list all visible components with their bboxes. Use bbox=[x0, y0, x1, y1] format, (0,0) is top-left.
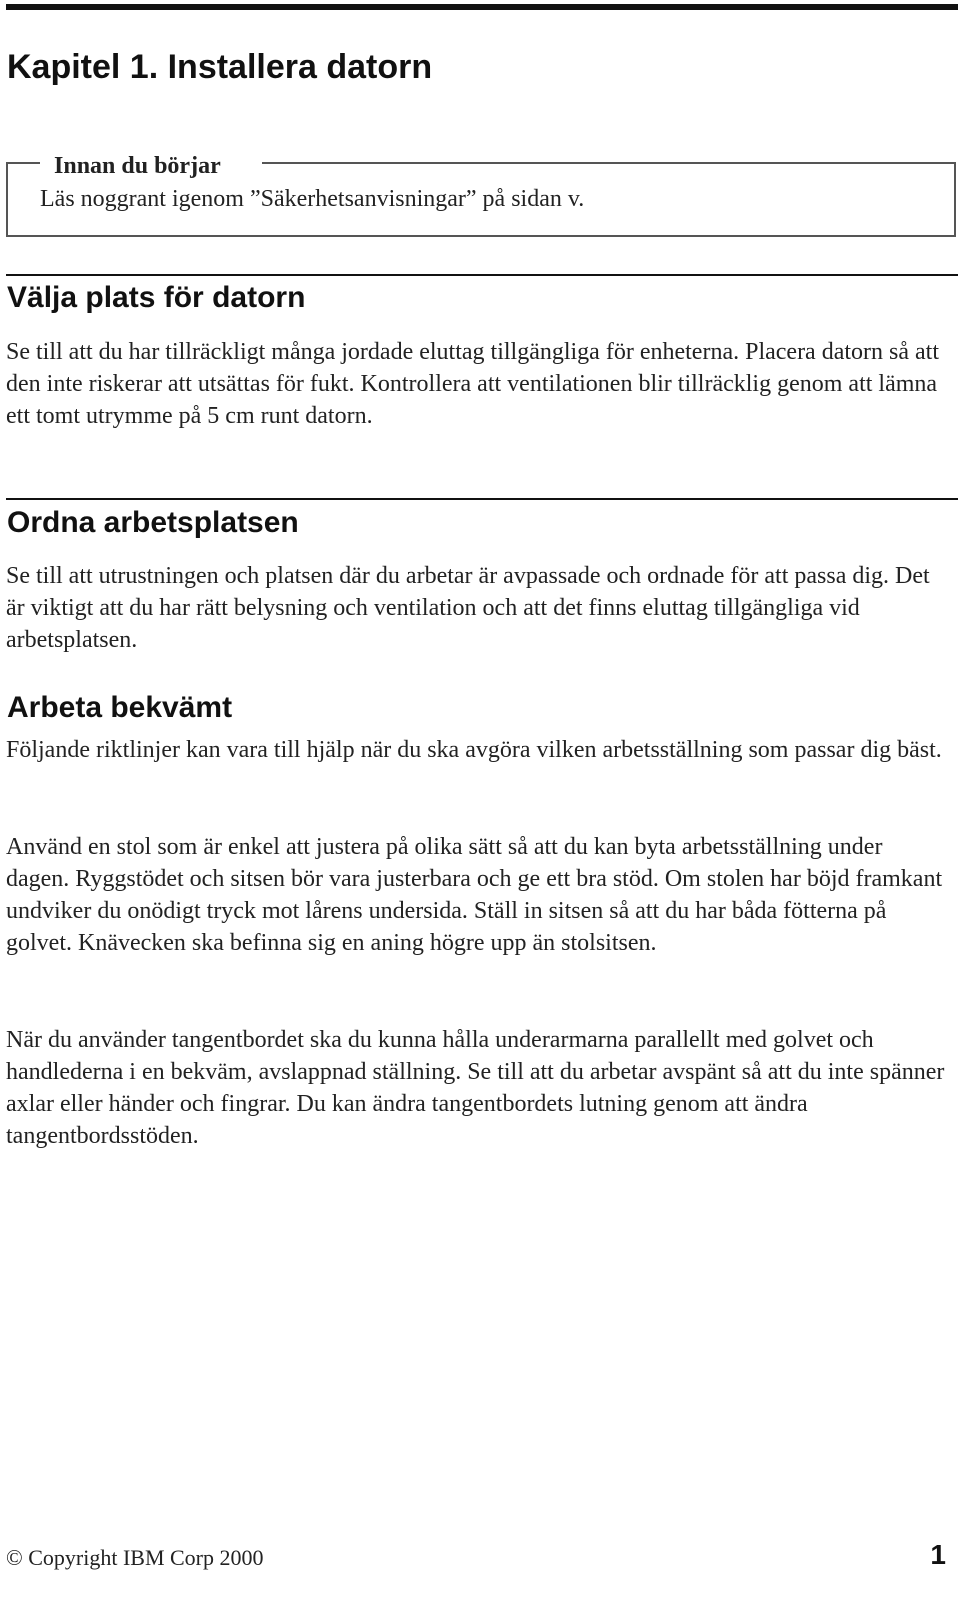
section-heading-ordna-arbetsplatsen: Ordna arbetsplatsen bbox=[7, 506, 299, 539]
chapter-title: Kapitel 1. Installera datorn bbox=[7, 48, 433, 86]
note-text: Läs noggrant igenom ”Säkerhetsanvisningar” på sidan v. bbox=[40, 186, 585, 212]
section-rule bbox=[6, 274, 958, 276]
note-box-top-rule-left bbox=[6, 162, 40, 164]
note-heading: Innan du börjar bbox=[54, 153, 221, 179]
paragraph-valja-plats: Se till att du har tillräckligt många jordade eluttag tillgängliga för enheterna. Placera datorn så att den inte riskerar att utsättas för fukt. Kontrollera att ventilationen blir tillräcklig genom att lämna ett tomt utrymme på 5 cm runt datorn. bbox=[6, 339, 939, 429]
note-box-top-rule-right bbox=[262, 162, 956, 164]
footer-copyright: © Copyright IBM Corp 2000 bbox=[6, 1545, 264, 1570]
paragraph-ordna-arbetsplatsen: Se till att utrustningen och platsen där du arbetar är avpassade och ordnade för att passa dig. Det är viktigt att du har rätt belysning och ventilation och att det finns eluttag tillgängliga vid arbetsplatsen. bbox=[6, 563, 930, 653]
paragraph-arbeta-bekvamt-intro: Följande riktlinjer kan vara till hjälp när du ska avgöra vilken arbetsställning som passar dig bäst. bbox=[6, 737, 942, 763]
section-heading-valja-plats: Välja plats för datorn bbox=[7, 281, 306, 314]
page-number: 1 bbox=[930, 1539, 946, 1570]
paragraph-arbeta-bekvamt-stol: Använd en stol som är enkel att justera på olika sätt så att du kan byta arbetsställning under dagen. Ryggstödet och sitsen bör vara justerbara och ge ett bra stöd. Om stolen har böjd framkant undviker du onödigt tryck mot lårens undersida. Ställ in sitsen så att du har båda fötterna på golvet. Knävecken ska befinna sig en aning högre upp än stolsitsen. bbox=[6, 834, 943, 956]
section-heading-arbeta-bekvamt: Arbeta bekvämt bbox=[7, 691, 233, 724]
top-rule bbox=[6, 4, 958, 10]
section-rule bbox=[6, 498, 958, 500]
paragraph-arbeta-bekvamt-tangentbord: När du använder tangentbordet ska du kunna hålla underarmarna parallellt med golvet och handlederna i en bekväm, avslappnad ställning. Se till att du arbetar avspänt så att du inte spänner axlar eller händer och fingrar. Du kan ändra tangentbordets lutning genom att ändra tangentbordsstöden. bbox=[6, 1027, 945, 1149]
